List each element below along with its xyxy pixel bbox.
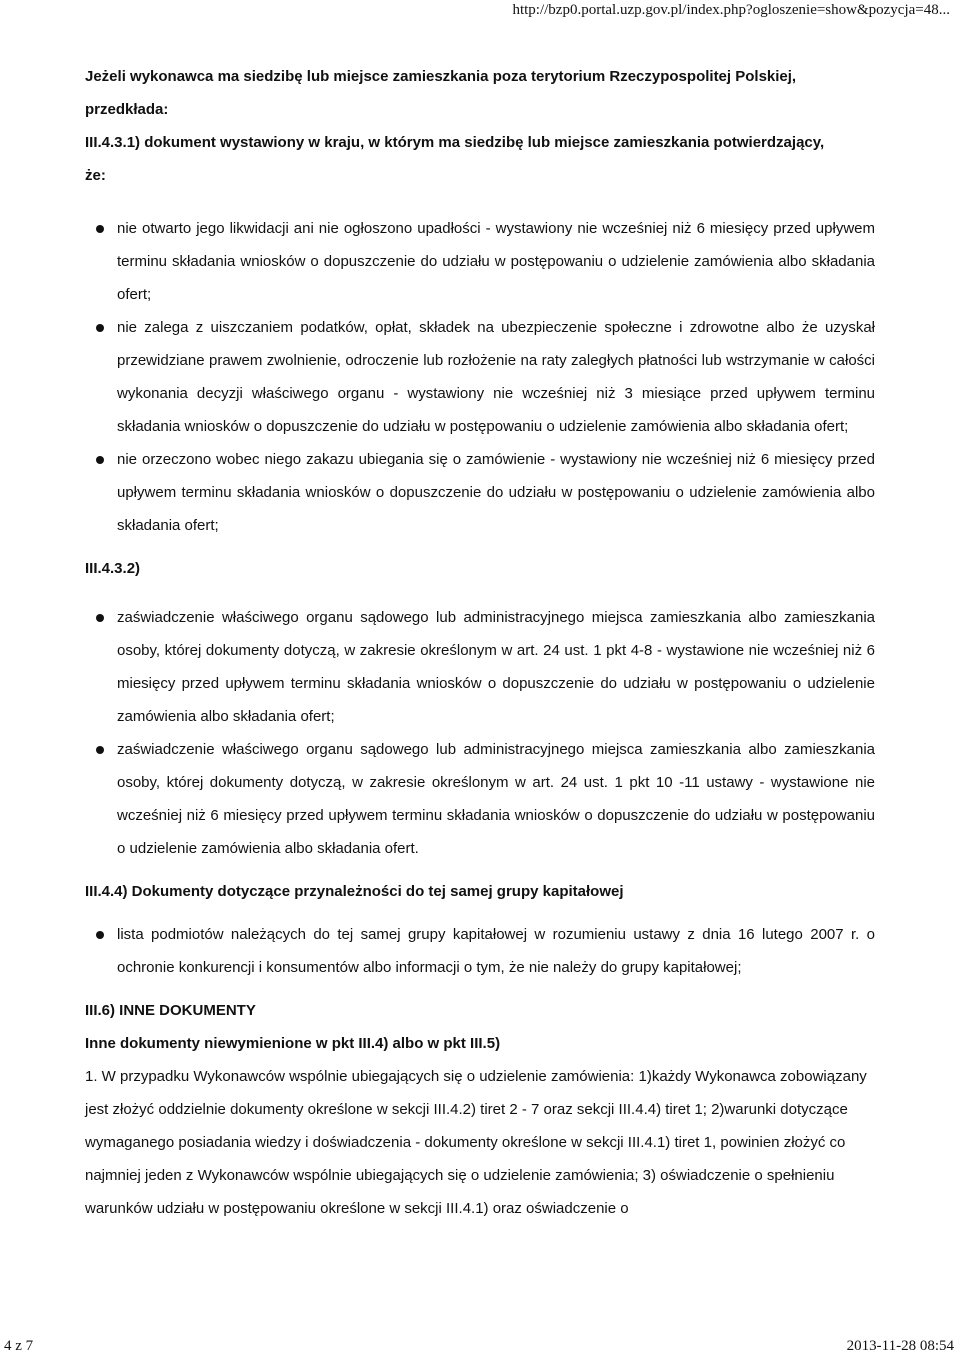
print-datetime: 2013-11-28 08:54 <box>846 1338 954 1354</box>
bullet-icon <box>96 456 104 464</box>
bullet-icon <box>96 324 104 332</box>
section-432-list <box>85 601 875 865</box>
list-item-text: lista podmiotów należących do tej samej grupy kapitałowej w rozumieniu ustawy z dnia 16 lutego 2007 r. o ochronie konkurencji i konsumentów albo informacji o tym, że nie należy do grupy kapitałowej; <box>117 926 875 976</box>
bullet-icon <box>96 931 104 939</box>
bullet-icon <box>96 746 104 754</box>
list-item <box>85 443 875 542</box>
section-36-subheading: Inne dokumenty niewymienione w pkt III.4) albo w pkt III.5) <box>85 1035 501 1052</box>
bullet-icon <box>96 614 104 622</box>
list-item <box>85 311 875 443</box>
list-item <box>85 733 875 865</box>
list-item-text: nie zalega z uiszczaniem podatków, opłat, składek na ubezpieczenie społeczne i zdrowotne albo że uzyskał przewidziane prawem zwolnienie, odroczenie lub rozłożenie na raty zaległych płatności lub wstrzymanie w całości wykonania decyzji właściwego organu - wystawiony nie wcześniej niż 3 miesiące przed upływem terminu składania wniosków o dopuszczenie do udziału w postępowaniu o udzielenie zamówienia albo składania ofert; <box>117 319 875 435</box>
list-item-text: nie otwarto jego likwidacji ani nie ogłoszono upadłości - wystawiony nie wcześniej niż 6 miesięcy przed upływem terminu składania wniosków o dopuszczenie do udziału w postępowaniu o udzielenie zamówienia albo składania ofert; <box>117 220 875 303</box>
section-431-label: III.4.3.1) dokument wystawiony w kraju, w którym ma siedzibę lub miejsce zamieszkania potwierdzający, <box>85 134 825 151</box>
section-431-label-cont: że: <box>85 167 106 184</box>
list-item-text: zaświadczenie właściwego organu sądowego lub administracyjnego miejsca zamieszkania albo zamieszkania osoby, której dokumenty dotyczą, w zakresie określonym w art. 24 ust. 1 pkt 4-8 - wystawione nie wcześniej niż 6 miesięcy przed upływem terminu składania wniosków o dopuszczenie do udziału w postępowaniu o udzielenie zamówienia albo składania ofert; <box>117 609 875 725</box>
list-item-text: zaświadczenie właściwego organu sądowego lub administracyjnego miejsca zamieszkania albo zamieszkania osoby, której dokumenty dotyczą, w zakresie określonym w art. 24 ust. 1 pkt 10 -11 ustawy - wystawione nie wcześniej niż 6 miesięcy przed upływem terminu składania wniosków o dopuszczenie do udziału w postępowaniu o udzielenie zamówienia albo składania ofert. <box>117 741 875 857</box>
list-item-text: nie orzeczono wobec niego zakazu ubiegania się o zamówienie - wystawiony nie wcześniej niż 6 miesięcy przed upływem terminu składania wniosków o dopuszczenie do udziału w postępowaniu o udzielenie zamówienia albo składania ofert; <box>117 451 875 534</box>
document-body <box>85 60 875 1225</box>
section-431-list <box>85 212 875 542</box>
section-44-heading: III.4.4) Dokumenty dotyczące przynależności do tej samej grupy kapitałowej <box>85 883 624 900</box>
bullet-icon <box>96 225 104 233</box>
list-item <box>85 212 875 311</box>
intro-line-1: Jeżeli wykonawca ma siedzibę lub miejsce zamieszkania poza terytorium Rzeczypospolitej Polskiej, <box>85 68 797 85</box>
page-number: 4 z 7 <box>4 1338 34 1354</box>
header-url: http://bzp0.portal.uzp.gov.pl/index.php?ogloszenie=show&pozycja=48... <box>512 2 950 18</box>
list-item <box>85 918 875 984</box>
list-item <box>85 601 875 733</box>
section-36-body: 1. W przypadku Wykonawców wspólnie ubiegających się o udzielenie zamówienia: 1)każdy Wykonawca zobowiązany jest złożyć oddzielnie dokumenty określone w sekcji III.4.2) tiret 2 - 7 oraz sekcji III.4.4) tiret 1; 2)warunki dotyczące wymaganego posiadania wiedzy i doświadczenia - dokumenty określone w sekcji III.4.1) tiret 1, powinien złożyć co najmniej jeden z Wykonawców wspólnie ubiegających się o udzielenie zamówienia; 3) oświadczenie o spełnieniu warunków udziału w postępowaniu określone w sekcji III.4.1) oraz oświadczenie o <box>85 1068 867 1217</box>
section-44-list <box>85 918 875 984</box>
section-432-label: III.4.3.2) <box>85 560 141 577</box>
intro-line-2: przedkłada: <box>85 101 169 118</box>
section-36-heading: III.6) INNE DOKUMENTY <box>85 1002 256 1019</box>
